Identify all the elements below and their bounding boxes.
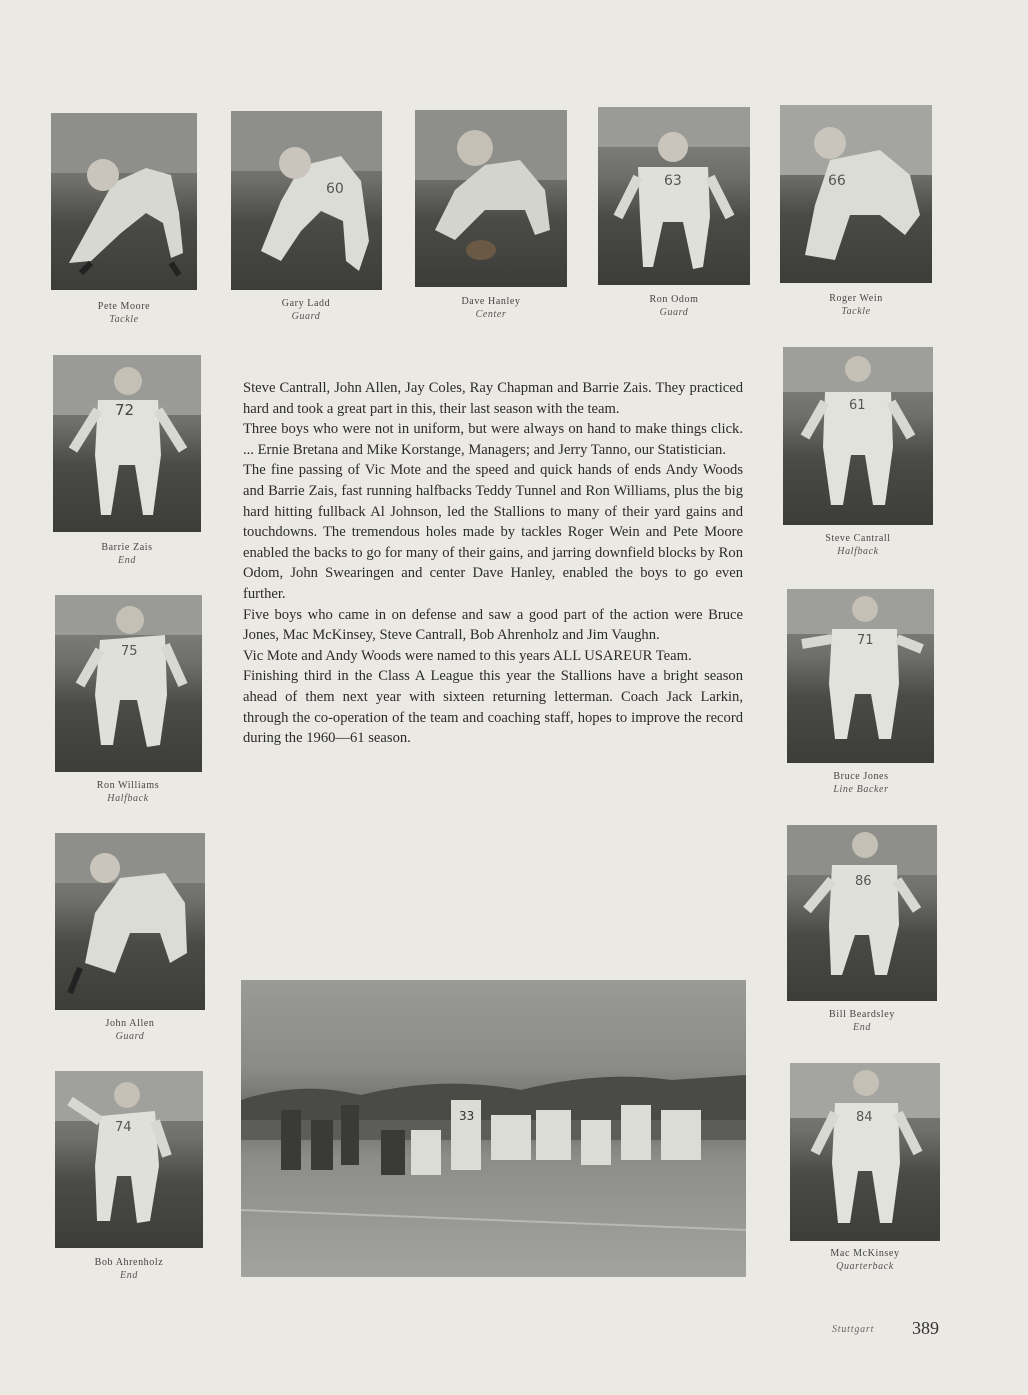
player-name: Ron Williams — [96, 780, 160, 791]
caption-barrie-zais — [52, 541, 202, 567]
article-paragraph: Three boys who were not in uniform, but were always on hand to make things click. ... Ernie Bretana and Mike Korstange, Managers; and Jerry Tanno, our Statistician. — [243, 421, 743, 458]
player-figure-icon — [55, 833, 205, 1010]
caption-dave-hanley — [416, 295, 566, 321]
caption-bob-ahrenholz — [54, 1256, 204, 1282]
player-figure-icon — [783, 347, 933, 525]
player-position: Guard — [659, 307, 689, 318]
player-position: Guard — [115, 1031, 145, 1042]
photo-bill-beardsley — [787, 825, 937, 1001]
photo-pete-moore — [51, 113, 197, 290]
player-position: End — [118, 555, 136, 566]
player-name: Dave Hanley — [461, 296, 521, 307]
player-name: Pete Moore — [97, 301, 151, 312]
article-paragraph: Finishing third in the Class A League this year the Stallions have a bright season ahead of them next year with sixteen returning letterman. Coach Jack Larkin, through the co-operation of the team and coaching staff, hopes to improve the record during the 1960—61 season. — [243, 668, 743, 747]
photo-barrie-zais — [53, 355, 201, 532]
caption-steve-cantrall — [783, 532, 933, 558]
caption-pete-moore — [49, 300, 199, 326]
jersey-number: 75 — [121, 644, 138, 659]
jersey-number: 72 — [115, 401, 135, 419]
jersey-number: 84 — [856, 1110, 873, 1125]
player-figure-icon — [598, 107, 750, 285]
caption-bill-beardsley — [787, 1008, 937, 1034]
page-number: 389 — [912, 1318, 939, 1338]
player-figure-icon — [53, 355, 201, 532]
player-name: Barrie Zais — [101, 542, 153, 553]
photo-roger-wein — [780, 105, 932, 283]
article-text — [243, 378, 743, 749]
article-paragraph: The fine passing of Vic Mote and the speed and quick hands of ends Andy Woods and Barrie Zais, fast running halfbacks Teddy Tunnel and Ron Williams, plus the big hard hitting fullback Al Johnson, led the Stallions to many of their yard gains and touchdowns. The tremendous holes made by tackles Roger Wein and Pete Moore enabled the backs to go for many of their gains, and jarring downfield blocks by Ron Odom, John Swearingen and center Dave Hanley, enabled the boys to go even further. — [243, 462, 743, 602]
caption-mac-mckinsey — [790, 1247, 940, 1273]
player-position: Tackle — [841, 306, 871, 317]
player-position: Line Backer — [833, 784, 889, 795]
player-position: End — [120, 1270, 138, 1281]
player-name: Bruce Jones — [833, 771, 889, 782]
player-figure-icon — [787, 589, 934, 763]
article-paragraph: Vic Mote and Andy Woods were named to this years ALL USAREUR Team. — [243, 647, 692, 664]
player-position: Guard — [291, 311, 321, 322]
photo-steve-cantrall — [783, 347, 933, 525]
caption-roger-wein — [781, 292, 931, 318]
caption-bruce-jones — [786, 770, 936, 796]
jersey-number: 66 — [828, 173, 846, 189]
jersey-number: 61 — [849, 398, 866, 413]
player-position: Center — [475, 309, 507, 320]
player-figure-icon — [787, 825, 937, 1001]
player-figure-icon — [231, 111, 382, 290]
jersey-number: 86 — [855, 874, 872, 889]
article-paragraph: Steve Cantrall, John Allen, Jay Coles, Ray Chapman and Barrie Zais. They practiced hard and took a great part in this, their last season with the team. — [243, 380, 743, 417]
footer-section-name: Stuttgart — [832, 1324, 875, 1335]
article-paragraph: Five boys who came in on defense and saw a good part of the action were Bruce Jones, Mac McKinsey, Steve Cantrall, Bob Ahrenholz and Jim Vaughn. — [243, 606, 743, 644]
player-figure-icon — [55, 595, 202, 772]
player-figure-icon — [780, 105, 932, 283]
player-name: Bob Ahrenholz — [94, 1257, 164, 1268]
photo-ron-williams — [55, 595, 202, 772]
photo-gary-ladd — [231, 111, 382, 290]
player-figure-icon — [51, 113, 197, 290]
caption-john-allen — [55, 1017, 205, 1043]
player-position: Tackle — [109, 314, 139, 325]
caption-ron-odom — [599, 293, 749, 319]
player-name: Ron Odom — [649, 294, 699, 305]
photo-bruce-jones — [787, 589, 934, 763]
caption-ron-williams — [53, 779, 203, 805]
player-name: John Allen — [105, 1018, 155, 1029]
player-figure-icon — [790, 1063, 940, 1241]
photo-john-allen — [55, 833, 205, 1010]
player-position: Halfback — [837, 546, 879, 557]
photo-bob-ahrenholz — [55, 1071, 203, 1248]
player-name: Gary Ladd — [281, 298, 331, 309]
football-game-scene-icon — [241, 980, 746, 1277]
player-position: End — [853, 1022, 871, 1033]
player-name: Roger Wein — [829, 293, 883, 304]
player-position: Halfback — [107, 793, 149, 804]
photo-game-action — [241, 980, 746, 1277]
jersey-number: 71 — [857, 633, 874, 648]
jersey-number: 60 — [326, 181, 344, 197]
caption-gary-ladd — [231, 297, 381, 323]
player-position: Quarterback — [836, 1261, 894, 1272]
photo-mac-mckinsey — [790, 1063, 940, 1241]
player-name: Bill Beardsley — [829, 1009, 895, 1020]
player-figure-icon — [55, 1071, 203, 1248]
jersey-number: 33 — [459, 1109, 475, 1123]
photo-dave-hanley — [415, 110, 567, 287]
player-figure-icon — [415, 110, 567, 287]
player-name: Mac McKinsey — [830, 1248, 900, 1259]
jersey-number: 63 — [664, 173, 682, 189]
player-name: Steve Cantrall — [825, 533, 891, 544]
photo-ron-odom — [598, 107, 750, 285]
jersey-number: 74 — [115, 1120, 132, 1135]
